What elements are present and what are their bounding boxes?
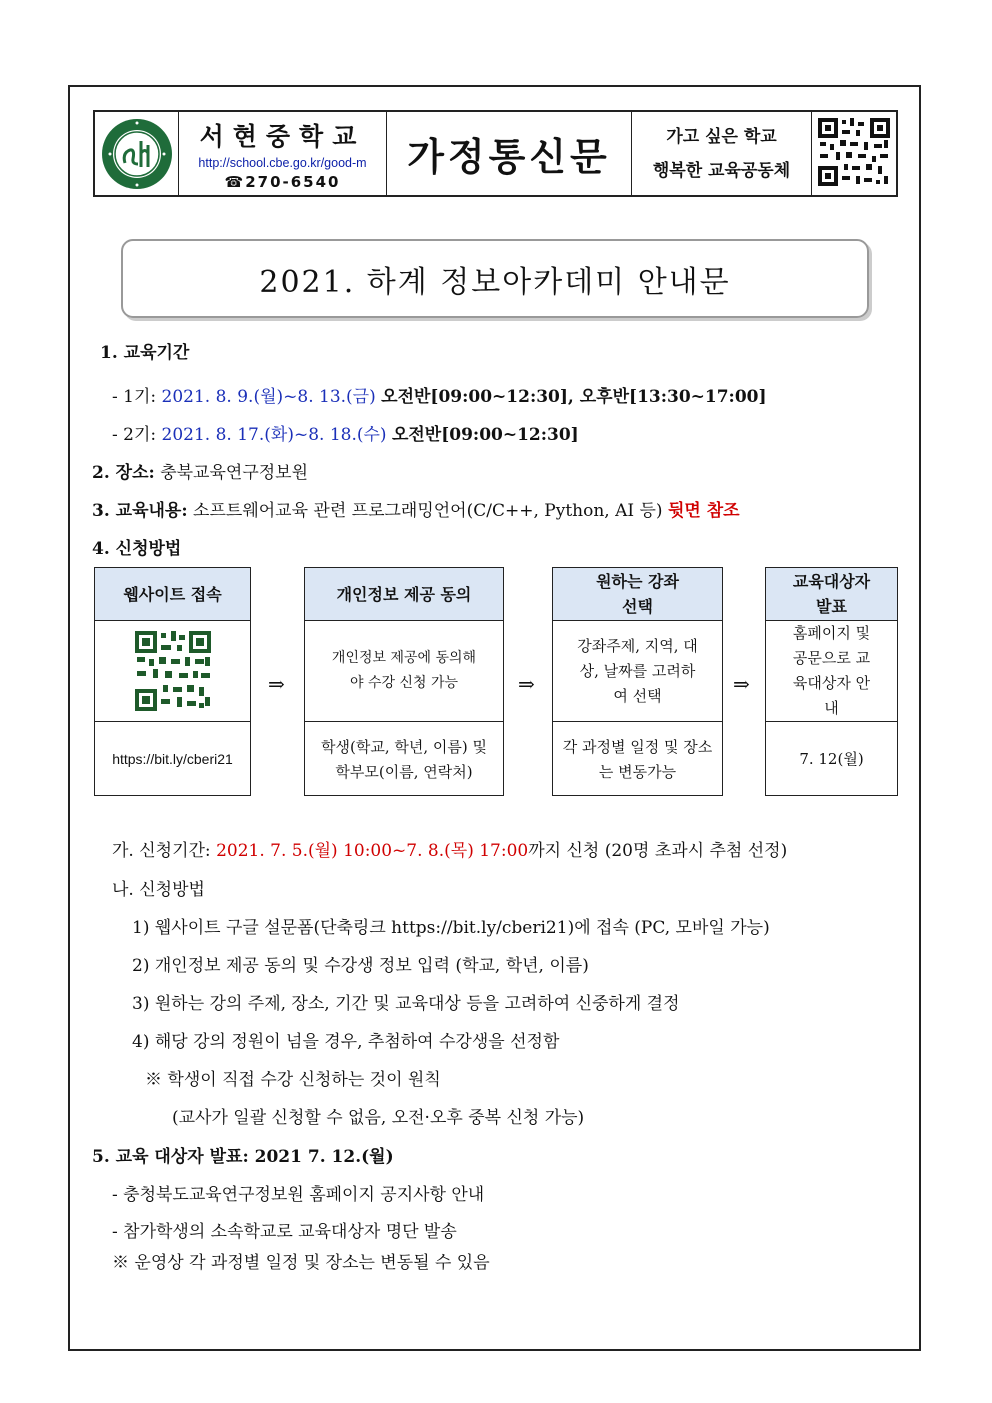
- method-step-4: 4) 해당 강의 정원이 넘을 경우, 추첨하여 수강생을 선정함: [132, 1032, 560, 1052]
- application-period-line: [112, 836, 787, 861]
- section-5-heading: 5. 교육 대상자 발표: 2021 7. 12.(월): [92, 1147, 394, 1167]
- flow-step-1-link[interactable]: https://bit.ly/cberi21: [112, 751, 233, 767]
- section-3-line: [92, 496, 740, 521]
- term-2-label: - 2기:: [112, 425, 157, 445]
- title-box: [121, 239, 869, 318]
- section-3-heading: 3. 교육내용:: [92, 501, 188, 521]
- header-qr-code-icon: [816, 116, 892, 192]
- flow-step-3-bottom: 각 과정별 일정 및 장소는 변동가능: [562, 737, 713, 781]
- newsletter-title: 가정통신문: [407, 135, 611, 179]
- newsletter-title-cell: [387, 112, 632, 195]
- section-4-heading: 4. 신청방법: [92, 539, 182, 559]
- section-2-value: 충북교육연구정보원: [160, 463, 309, 483]
- section-2-line: [92, 458, 308, 483]
- slogan-line-1: 가고 싶은 학교: [666, 126, 777, 147]
- section-1-heading: 1. 교육기간: [100, 343, 190, 363]
- flow-step-3: [552, 567, 723, 796]
- section-3-note: 뒷면 참조: [667, 501, 740, 521]
- flow-step-4-header: 교육대상자 발표: [766, 568, 897, 621]
- flow-arrow-2: ⇒: [518, 672, 535, 696]
- term-1-time: 오전반[09:00~12:30], 오후반[13:30~17:00]: [381, 387, 767, 407]
- method-note-1: ※ 학생이 직접 수강 신청하는 것이 원칙: [145, 1070, 441, 1090]
- application-period-suffix: 까지 신청 (20명 초과시 추첨 선정): [528, 841, 788, 861]
- term-2-time: 오전반[09:00~12:30]: [391, 425, 579, 445]
- method-step-2: 2) 개인정보 제공 동의 및 수강생 정보 입력 (학교, 학년, 이름): [132, 956, 589, 976]
- flow-step-1: [94, 567, 251, 796]
- method-step-3: 3) 원하는 강의 주제, 장소, 기간 및 교육대상 등을 고려하여 신중하게 결정: [132, 994, 680, 1014]
- term-2-date: 2021. 8. 17.(화)~8. 18.(수): [161, 425, 387, 445]
- application-period-value: 2021. 7. 5.(월) 10:00~7. 8.(목) 17:00: [216, 841, 529, 861]
- header-qr-cell: [812, 112, 896, 195]
- section-5-note: ※ 운영상 각 과정별 일정 및 장소는 변동될 수 있음: [112, 1253, 490, 1273]
- school-logo: [100, 117, 174, 191]
- flow-arrow-3: ⇒: [733, 672, 750, 696]
- signup-qr-code-icon[interactable]: [133, 629, 213, 713]
- application-period-label: 가. 신청기간:: [112, 841, 211, 861]
- flow-step-2-header: 개인정보 제공 동의: [305, 568, 503, 621]
- flow-step-4-bottom: 7. 12(월): [799, 750, 864, 768]
- flow-step-3-middle: 강좌주제, 지역, 대상, 날짜를 고려하여 선택: [553, 621, 722, 722]
- flow-step-4: [765, 567, 898, 796]
- section-2-heading: 2. 장소:: [92, 463, 155, 483]
- term-1-label: - 1기:: [112, 387, 157, 407]
- term-2-line: [112, 420, 579, 445]
- document-title: 2021. 하계 정보아카데미 안내문: [259, 264, 731, 300]
- school-info-cell: [179, 112, 387, 195]
- flow-step-2-bottom: 학생(학교, 학년, 이름) 및 학부모(이름, 연락처): [321, 737, 487, 781]
- section-3-value: 소프트웨어교육 관련 프로그래밍언어(C/C++, Python, AI 등): [193, 501, 663, 521]
- newsletter-header: [93, 110, 898, 197]
- flow-step-3-header: 원하는 강좌 선택: [553, 568, 722, 621]
- flow-step-2-middle: 개인정보 제공에 동의해야 수강 신청 가능: [305, 621, 503, 722]
- term-1-line: [112, 382, 767, 407]
- slogan-cell: [632, 112, 812, 195]
- application-method-heading: 나. 신청방법: [112, 880, 205, 900]
- section-5-item-2: - 참가학생의 소속학교로 교육대상자 명단 발송: [112, 1222, 457, 1242]
- flow-arrow-1: ⇒: [268, 672, 285, 696]
- section-5-item-1: - 충청북도교육연구정보원 홈페이지 공지사항 안내: [112, 1185, 485, 1205]
- method-note-2: (교사가 일괄 신청할 수 없음, 오전·오후 중복 신청 가능): [172, 1108, 585, 1128]
- slogan-line-2: 행복한 교육공동체: [652, 160, 791, 181]
- flow-step-1-header: 웹사이트 접속: [95, 568, 250, 621]
- school-url[interactable]: http://school.cbe.go.kr/good-m: [198, 155, 367, 170]
- school-phone: ☎270-6540: [224, 172, 341, 191]
- flow-step-4-middle: 홈페이지 및 공문으로 교육대상자 안내: [766, 621, 897, 722]
- flow-step-1-qr: [95, 621, 250, 722]
- flow-step-2: [304, 567, 504, 796]
- method-step-1: 1) 웹사이트 구글 설문폼(단축링크 https://bit.ly/cberi21)에 접속 (PC, 모바일 가능): [132, 918, 770, 938]
- school-logo-cell: [95, 112, 179, 195]
- term-1-date: 2021. 8. 9.(월)~8. 13.(금): [161, 387, 376, 407]
- school-name: 서현중학교: [199, 121, 366, 151]
